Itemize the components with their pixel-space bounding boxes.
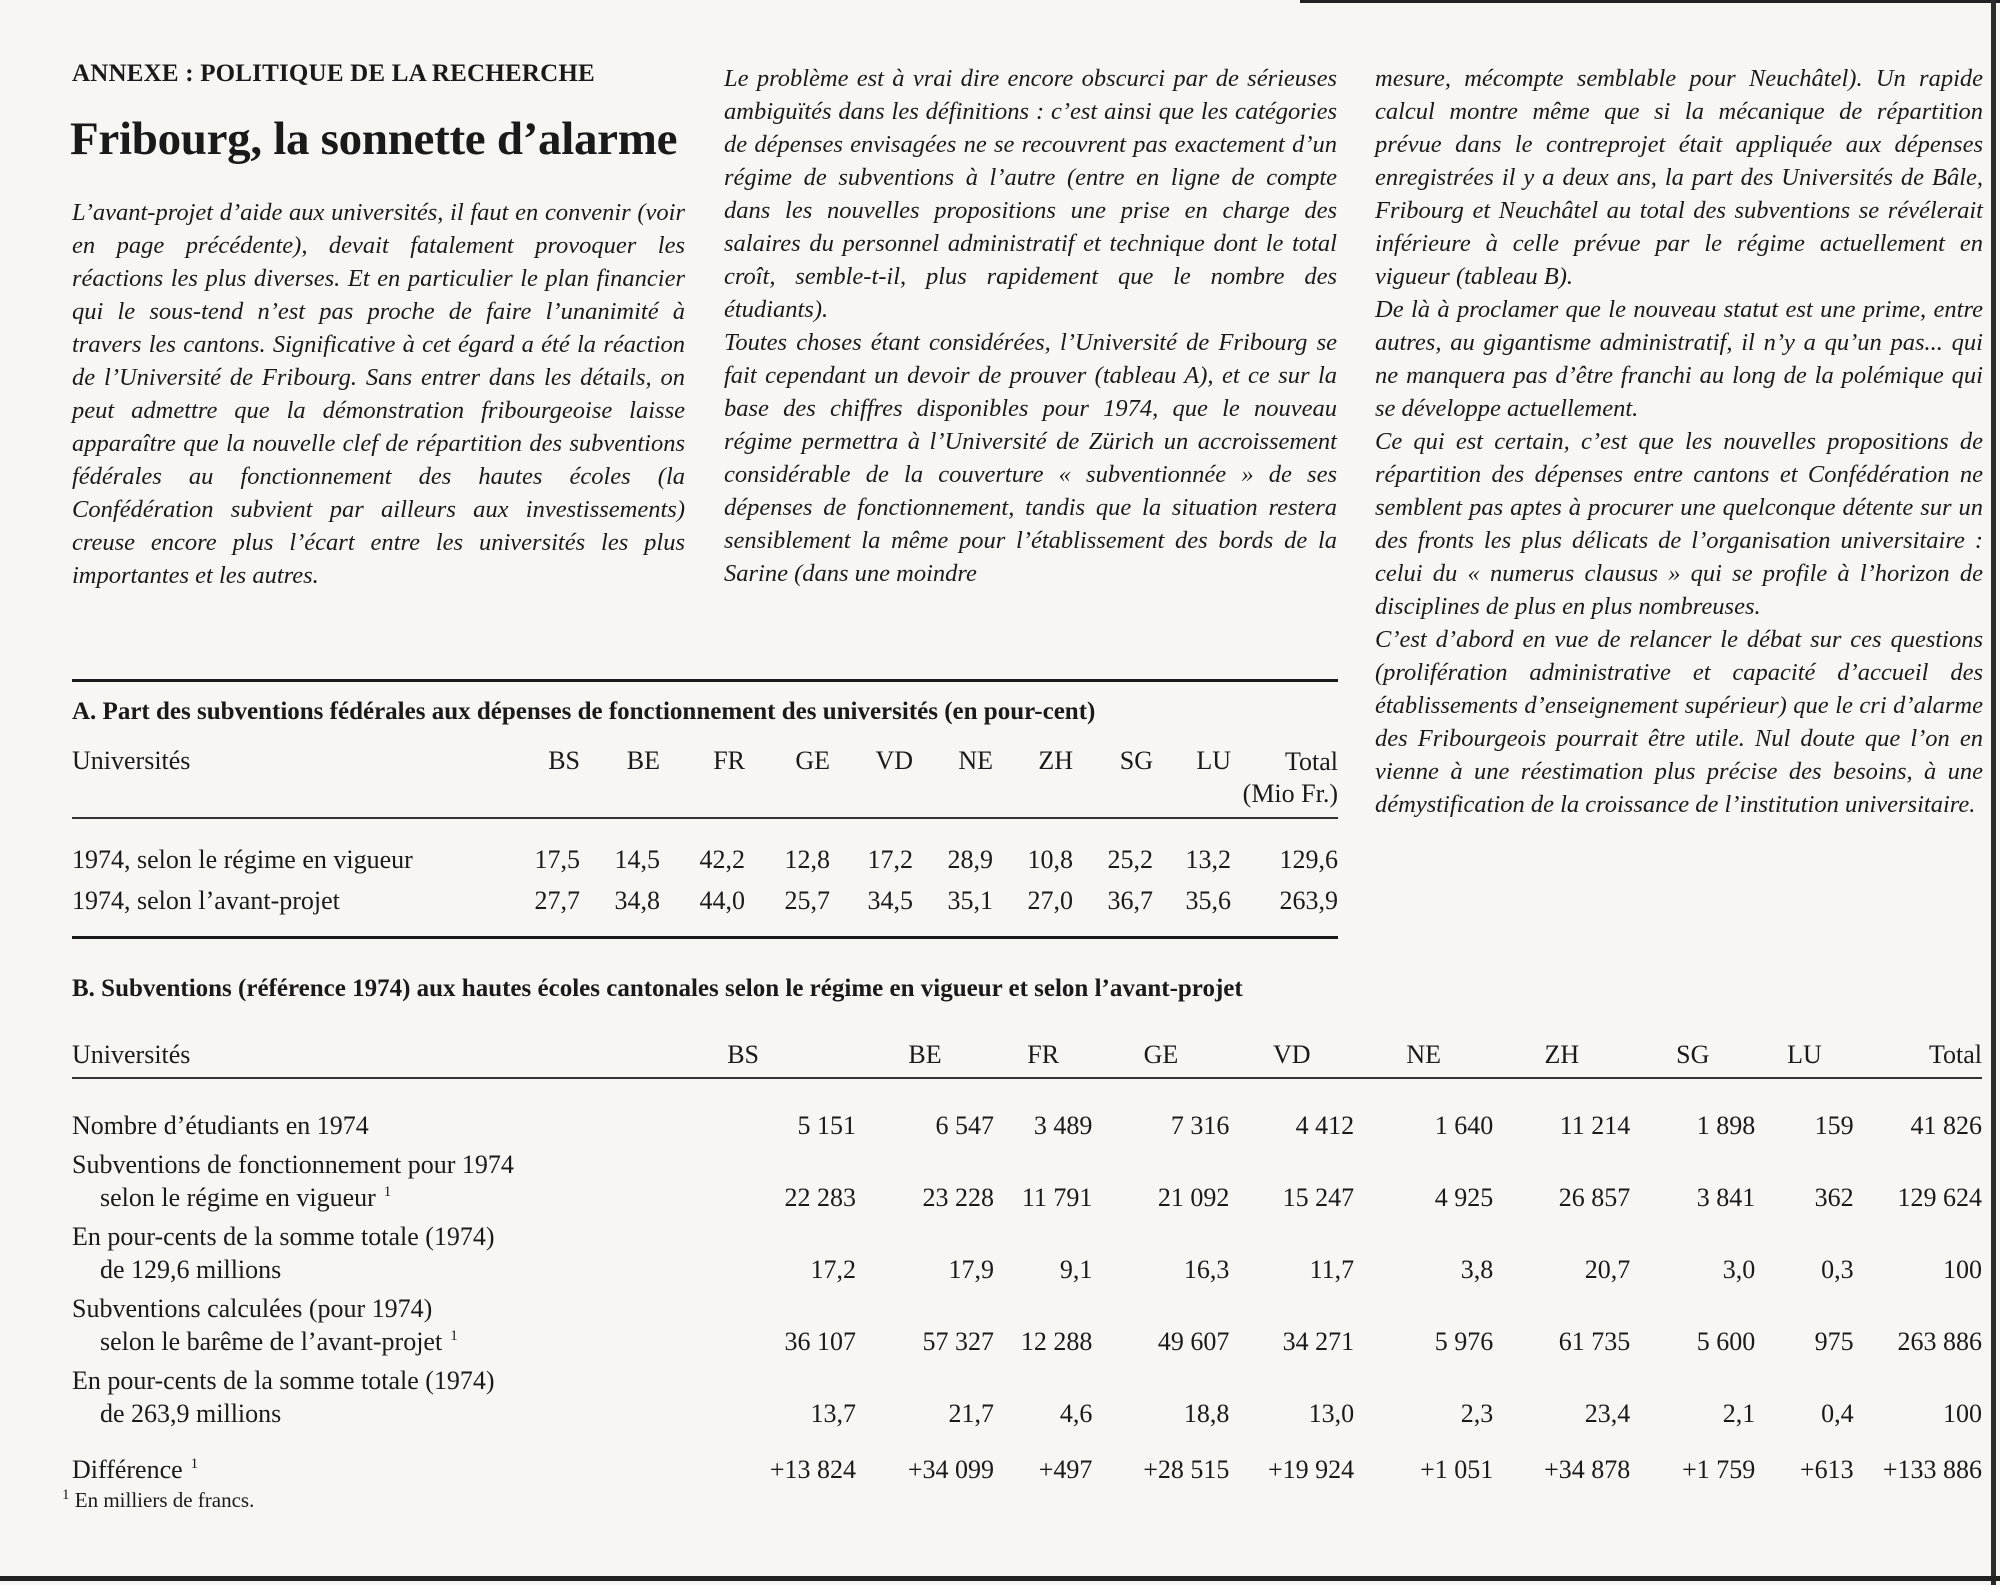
cell: 11,7 [1309, 1255, 1355, 1284]
column-2-paragraph-1: Le problème est à vrai dire encore obscurci par de sérieuses ambiguïtés dans les définitions : c’est ainsi que les catégories de dépenses envisagées ne se recouvrent pas exactement d’un régime de subventions à l’autre (entre en ligne de compte dans les nouvelles propositions une prise en charge des salaires du personnel administratif et technique dont le total croît, semble-t-il, plus rapidement que le nombre des étudiants). [724, 65, 1337, 323]
cell: 5 600 [1696, 1327, 1756, 1356]
cell: 23,4 [1584, 1399, 1631, 1428]
cell: +28 515 [1143, 1455, 1230, 1484]
cell: 362 [1814, 1183, 1854, 1212]
table-a-col-fr: FR [713, 746, 745, 775]
page-edge-top [1300, 0, 2000, 3]
article-column-2 [724, 62, 1337, 590]
cell-total: 41 826 [1910, 1111, 1982, 1140]
table-b-col-zh: ZH [1544, 1040, 1580, 1069]
cell: 17,2 [867, 845, 913, 874]
table-a-top-rule [72, 679, 1338, 682]
row-label-line-2-text: de 263,9 millions [100, 1399, 282, 1428]
column-2-paragraph-2: Toutes choses étant considérées, l’Université de Fribourg se fait cependant un devoir de prouver (tableau A), et ce sur la base des chiffres disponibles pour 1974, que le nouveau régime permettra à l’Université de Zürich un accroissement considérable de la couverture « subventionnée » de ses dépenses de fonctionnement, tandis que la situation restera sensiblement la même pour l’établissement des bords de la Sarine (dans une moindre [724, 329, 1337, 587]
cell: 17,9 [948, 1255, 994, 1284]
row-label-line-1: Différence [72, 1455, 183, 1484]
cell: 3 841 [1696, 1183, 1756, 1212]
cell: 20,7 [1584, 1255, 1631, 1284]
table-a-total-label: Total [1284, 747, 1338, 776]
table-b-col-ge: GE [1143, 1040, 1179, 1069]
table-a-col-sg: SG [1119, 746, 1153, 775]
table-row [72, 1286, 1982, 1358]
cell: 25,7 [784, 886, 830, 915]
cell: 2,1 [1722, 1399, 1756, 1428]
row-label-line-2 [72, 1181, 630, 1214]
column-3-paragraph-1: mesure, mécompte semblable pour Neuchâtel). Un rapide calcul montre même que si la mécanique de répartition prévue dans le contreprojet était appliquée aux dépenses enregistrées il y a deux ans, la part des Universités de Bâle, Fribourg et Neuchâtel au total des subventions se révélerait inférieure à celle prévue par le régime actuellement en vigueur (tableau B). [1375, 65, 1983, 290]
cell: 15 247 [1282, 1183, 1355, 1212]
row-label-line-1: Subventions de fonctionnement pour 1974 [72, 1150, 514, 1179]
cell: 36,7 [1107, 886, 1153, 915]
page-edge-right [1991, 0, 1996, 1585]
table-b-col-ne: NE [1406, 1040, 1442, 1069]
cell: +497 [1038, 1455, 1093, 1484]
cell: 2,3 [1460, 1399, 1494, 1428]
cell: 0,3 [1821, 1255, 1854, 1284]
table-a-col-total [1231, 746, 1338, 810]
cell-total: 100 [1943, 1255, 1982, 1284]
article-column-1 [72, 196, 685, 592]
cell: 1 640 [1434, 1111, 1494, 1140]
row-label-line-2-text: selon le barême de l’avant-projet [100, 1327, 443, 1356]
footnote-ref: 1 [383, 1184, 392, 1201]
table-b-col-sg: SG [1676, 1040, 1710, 1069]
cell: 42,2 [699, 845, 745, 874]
cell: 22 283 [784, 1183, 857, 1212]
cell: +1 759 [1682, 1455, 1756, 1484]
column-3-paragraph-3: Ce qui est certain, c’est que les nouvelles propositions de répartition des dépenses entre cantons et Confédération ne semblent pas aptes à procurer une quelconque détente sur un des fronts les plus délicats de l’organisation universitaire : celui du « numerus clausus » qui se profile à l’horizon de disciplines de plus en plus nombreuses. [1375, 428, 1983, 620]
row-label [72, 1094, 630, 1142]
table-row [72, 875, 1338, 916]
row-label [72, 1430, 630, 1486]
footnote-ref: 1 [450, 1328, 458, 1345]
cell: +13 824 [769, 1455, 857, 1484]
row-label: 1974, selon l’avant-projet [72, 886, 340, 915]
footnote [62, 1488, 254, 1513]
cell: +613 [1799, 1455, 1854, 1484]
table-b-col-be: BE [908, 1040, 942, 1069]
cell: 1 898 [1696, 1111, 1756, 1140]
footnote-mark: 1 [62, 1487, 70, 1503]
cell: 975 [1814, 1327, 1854, 1356]
row-label [72, 1142, 630, 1214]
table-a [72, 746, 1338, 916]
cell: 12 288 [1020, 1327, 1093, 1356]
table-b-header-row [72, 1030, 1982, 1070]
cell: 10,8 [1027, 845, 1073, 874]
table-a-title: A. Part des subventions fédérales aux dépenses de fonctionnement des universités (en pour-cent) [72, 698, 1096, 725]
cell-total: 129 624 [1897, 1183, 1982, 1212]
table-row [72, 1094, 1982, 1142]
table-a-col-ne: NE [958, 746, 993, 775]
cell: 17,2 [810, 1255, 857, 1284]
footnote-ref: 1 [190, 1456, 199, 1473]
cell: 57 327 [922, 1327, 994, 1356]
cell: 34,8 [614, 886, 660, 915]
table-b-col-lu: LU [1787, 1040, 1822, 1069]
row-label-line-2 [72, 1253, 630, 1286]
cell: 3 489 [1033, 1111, 1093, 1140]
cell: 28,9 [947, 845, 993, 874]
cell: 4 412 [1295, 1111, 1355, 1140]
cell: 26 857 [1558, 1183, 1631, 1212]
cell: 44,0 [699, 886, 745, 915]
page-edge-bottom [0, 1576, 2000, 1581]
cell: +1 051 [1420, 1455, 1494, 1484]
cell: 27,0 [1027, 886, 1073, 915]
table-a-col-bs: BS [548, 746, 580, 775]
cell: 14,5 [614, 845, 660, 874]
table-row [72, 834, 1338, 875]
cell: 23 228 [922, 1183, 994, 1212]
cell: 4 925 [1434, 1183, 1494, 1212]
cell: 25,2 [1107, 845, 1153, 874]
cell: +34 099 [907, 1455, 994, 1484]
cell: 5 976 [1434, 1327, 1494, 1356]
cell: 5 151 [797, 1111, 857, 1140]
table-b-col-fr: FR [1027, 1040, 1060, 1069]
cell-total: 100 [1943, 1399, 1982, 1428]
row-label-line-2 [72, 1397, 630, 1430]
table-a-header-row [72, 746, 1338, 810]
cell-total: +133 886 [1882, 1455, 1982, 1484]
table-a-total-unit: (Mio Fr.) [1242, 779, 1338, 808]
row-label-line-2-text: de 129,6 millions [100, 1255, 282, 1284]
cell: 13,0 [1308, 1399, 1355, 1428]
row-label [72, 1286, 630, 1358]
cell: 13,2 [1185, 845, 1231, 874]
table-a-header-label: Universités [72, 746, 191, 775]
cell: 34,5 [867, 886, 913, 915]
table-row [72, 1214, 1982, 1286]
cell: 61 735 [1558, 1327, 1631, 1356]
row-label-line-1: En pour-cents de la somme totale (1974) [72, 1366, 495, 1395]
table-a-col-zh: ZH [1038, 746, 1073, 775]
column-3-paragraph-2: De là à proclamer que le nouveau statut est une prime, entre autres, au gigantisme administratif, il n’y a qu’un pas... qui ne manquera pas d’être franchi au long de la polémique qui se développe actuellement. [1375, 296, 1983, 422]
cell: 34 271 [1282, 1327, 1355, 1356]
table-b-col-total: Total [1928, 1040, 1982, 1069]
cell: +19 924 [1267, 1455, 1355, 1484]
table-row [72, 1358, 1982, 1430]
table-a-col-ge: GE [795, 746, 830, 775]
cell-total: 129,6 [1279, 845, 1338, 874]
cell: +34 878 [1544, 1455, 1631, 1484]
cell: 0,4 [1821, 1399, 1854, 1428]
cell-total: 263,9 [1279, 886, 1338, 915]
cell: 21 092 [1157, 1183, 1230, 1212]
cell: 35,6 [1185, 886, 1231, 915]
table-a-bottom-rule [72, 936, 1338, 939]
row-label-line-1: En pour-cents de la somme totale (1974) [72, 1222, 495, 1251]
cell: 49 607 [1157, 1327, 1230, 1356]
article-headline: Fribourg, la sonnette d’alarme [70, 113, 678, 165]
row-label-line-2 [72, 1325, 630, 1358]
cell: 4,6 [1059, 1399, 1093, 1428]
cell: 3,0 [1722, 1255, 1756, 1284]
table-b-header-rule [72, 1077, 1982, 1079]
table-b-col-bs: BS [727, 1040, 759, 1069]
cell: 6 547 [935, 1111, 994, 1140]
cell: 11 791 [1021, 1183, 1093, 1212]
row-label-line-2-text: selon le régime en vigueur [100, 1183, 376, 1212]
table-row [72, 1142, 1982, 1214]
table-a-col-be: BE [626, 746, 660, 775]
cell: 27,7 [534, 886, 580, 915]
cell: 36 107 [784, 1327, 857, 1356]
cell: 159 [1814, 1111, 1854, 1140]
row-label-line-1: Nombre d’étudiants en 1974 [72, 1111, 369, 1140]
cell: 17,5 [534, 845, 580, 874]
cell: 3,8 [1460, 1255, 1494, 1284]
cell-total: 263 886 [1897, 1327, 1982, 1356]
article-column-3 [1375, 62, 1983, 821]
table-row [72, 1430, 1982, 1486]
table-a-header-rule [72, 817, 1338, 819]
cell: 16,3 [1183, 1255, 1230, 1284]
table-b [72, 1030, 1982, 1486]
table-b-col-vd: VD [1273, 1040, 1311, 1069]
cell: 12,8 [784, 845, 830, 874]
column-1-paragraph: L’avant-projet d’aide aux universités, il faut en convenir (voir en page précédente), devait fatalement provoquer les réactions les plus diverses. Et en particulier le plan financier qui le sous-tend n’est pas proche de faire l’unanimité à travers les cantons. Significative à cet égard a été la réaction de l’Université de Fribourg. Sans entrer dans les détails, on peut admettre que la démonstration fribourgeoise laisse apparaître que la nouvelle clef de répartition des subventions fédérales au fonctionnement des hautes écoles (la Confédération subvient par ailleurs aux investissements) creuse encore plus l’écart entre les universités les plus importantes et les autres. [72, 199, 685, 589]
cell: 9,1 [1059, 1255, 1093, 1284]
table-a-col-vd: VD [875, 746, 913, 775]
cell: 21,7 [948, 1399, 994, 1428]
cell: 7 316 [1170, 1111, 1230, 1140]
footnote-text: En milliers de francs. [74, 1488, 255, 1512]
table-a-col-lu: LU [1196, 746, 1231, 775]
row-label: 1974, selon le régime en vigueur [72, 845, 413, 874]
cell: 13,7 [810, 1399, 857, 1428]
section-kicker: ANNEXE : POLITIQUE DE LA RECHERCHE [72, 60, 595, 87]
cell: 35,1 [947, 886, 993, 915]
cell: 11 214 [1559, 1111, 1631, 1140]
table-b-header-label: Universités [72, 1040, 191, 1069]
cell: 18,8 [1183, 1399, 1230, 1428]
row-label-line-1: Subventions calculées (pour 1974) [72, 1294, 433, 1323]
table-b-title: B. Subventions (référence 1974) aux hautes écoles cantonales selon le régime en vigueur et selon l’avant-projet [72, 975, 1243, 1002]
column-3-paragraph-4: C’est d’abord en vue de relancer le débat sur ces questions (prolifération administrative et capacité d’accueil des établissements d’enseignement supérieur) que le cri d’alarme des Fribourgeois pourrait être utile. Nul doute que l’on en vienne à une réestimation plus précise des besoins, à une démystification de la croissance de l’institution universitaire. [1375, 626, 1983, 818]
row-label [72, 1214, 630, 1286]
row-label [72, 1358, 630, 1430]
